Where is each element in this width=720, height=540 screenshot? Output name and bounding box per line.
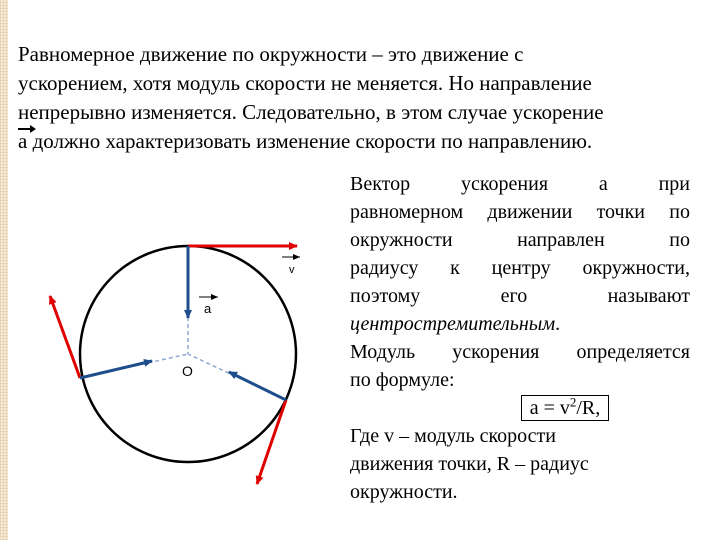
acceleration-vector-left [80, 361, 152, 378]
desc-line-4: радиусу к центру окружности, [350, 257, 690, 279]
velocity-vector-left [50, 296, 80, 378]
vector-a-symbol: а [18, 127, 27, 156]
formula-right: /R, [576, 397, 601, 419]
formula-left: a = v [529, 397, 570, 419]
desc-line-10: движения точки, R – радиус [350, 453, 589, 475]
desc-line-2: равномерном движении точки по [350, 201, 690, 223]
desc-line-6 [350, 310, 690, 338]
desc-line-8: по формуле: [350, 369, 455, 391]
center-label: O [182, 363, 193, 379]
desc-line-7: Модуль ускорения определяется [350, 341, 690, 363]
centripetal-dot: . [555, 313, 561, 335]
desc-line-5: поэтому его называют [350, 285, 690, 307]
intro-line-4: должно характеризовать изменение скорости по направлению. [27, 129, 593, 153]
formula-exponent: 2 [569, 394, 577, 410]
desc-line-9: Где v – модуль скорости [350, 425, 556, 447]
intro-line-1: Равномерное движение по окружности – это движение с [18, 42, 524, 66]
desc-line-3: окружности направлен по [350, 229, 690, 251]
intro-line-2: ускорением, хотя модуль скорости не меняется. Но направление [18, 71, 592, 95]
centripetal-term: центростремительным [350, 313, 556, 335]
intro-line-3: непрерывно изменяется. Следовательно, в этом случае ускорение [18, 100, 604, 124]
acceleration-vector-right [229, 372, 286, 400]
formula-line [350, 394, 690, 422]
velocity-vector-right [257, 400, 286, 484]
formula-box [521, 395, 610, 421]
desc-line-11: окружности. [350, 481, 458, 503]
v-label: v [289, 264, 295, 276]
desc-line-1: Вектор ускорения а при [350, 173, 690, 195]
description-block [350, 170, 690, 506]
a-label: a [204, 301, 212, 316]
